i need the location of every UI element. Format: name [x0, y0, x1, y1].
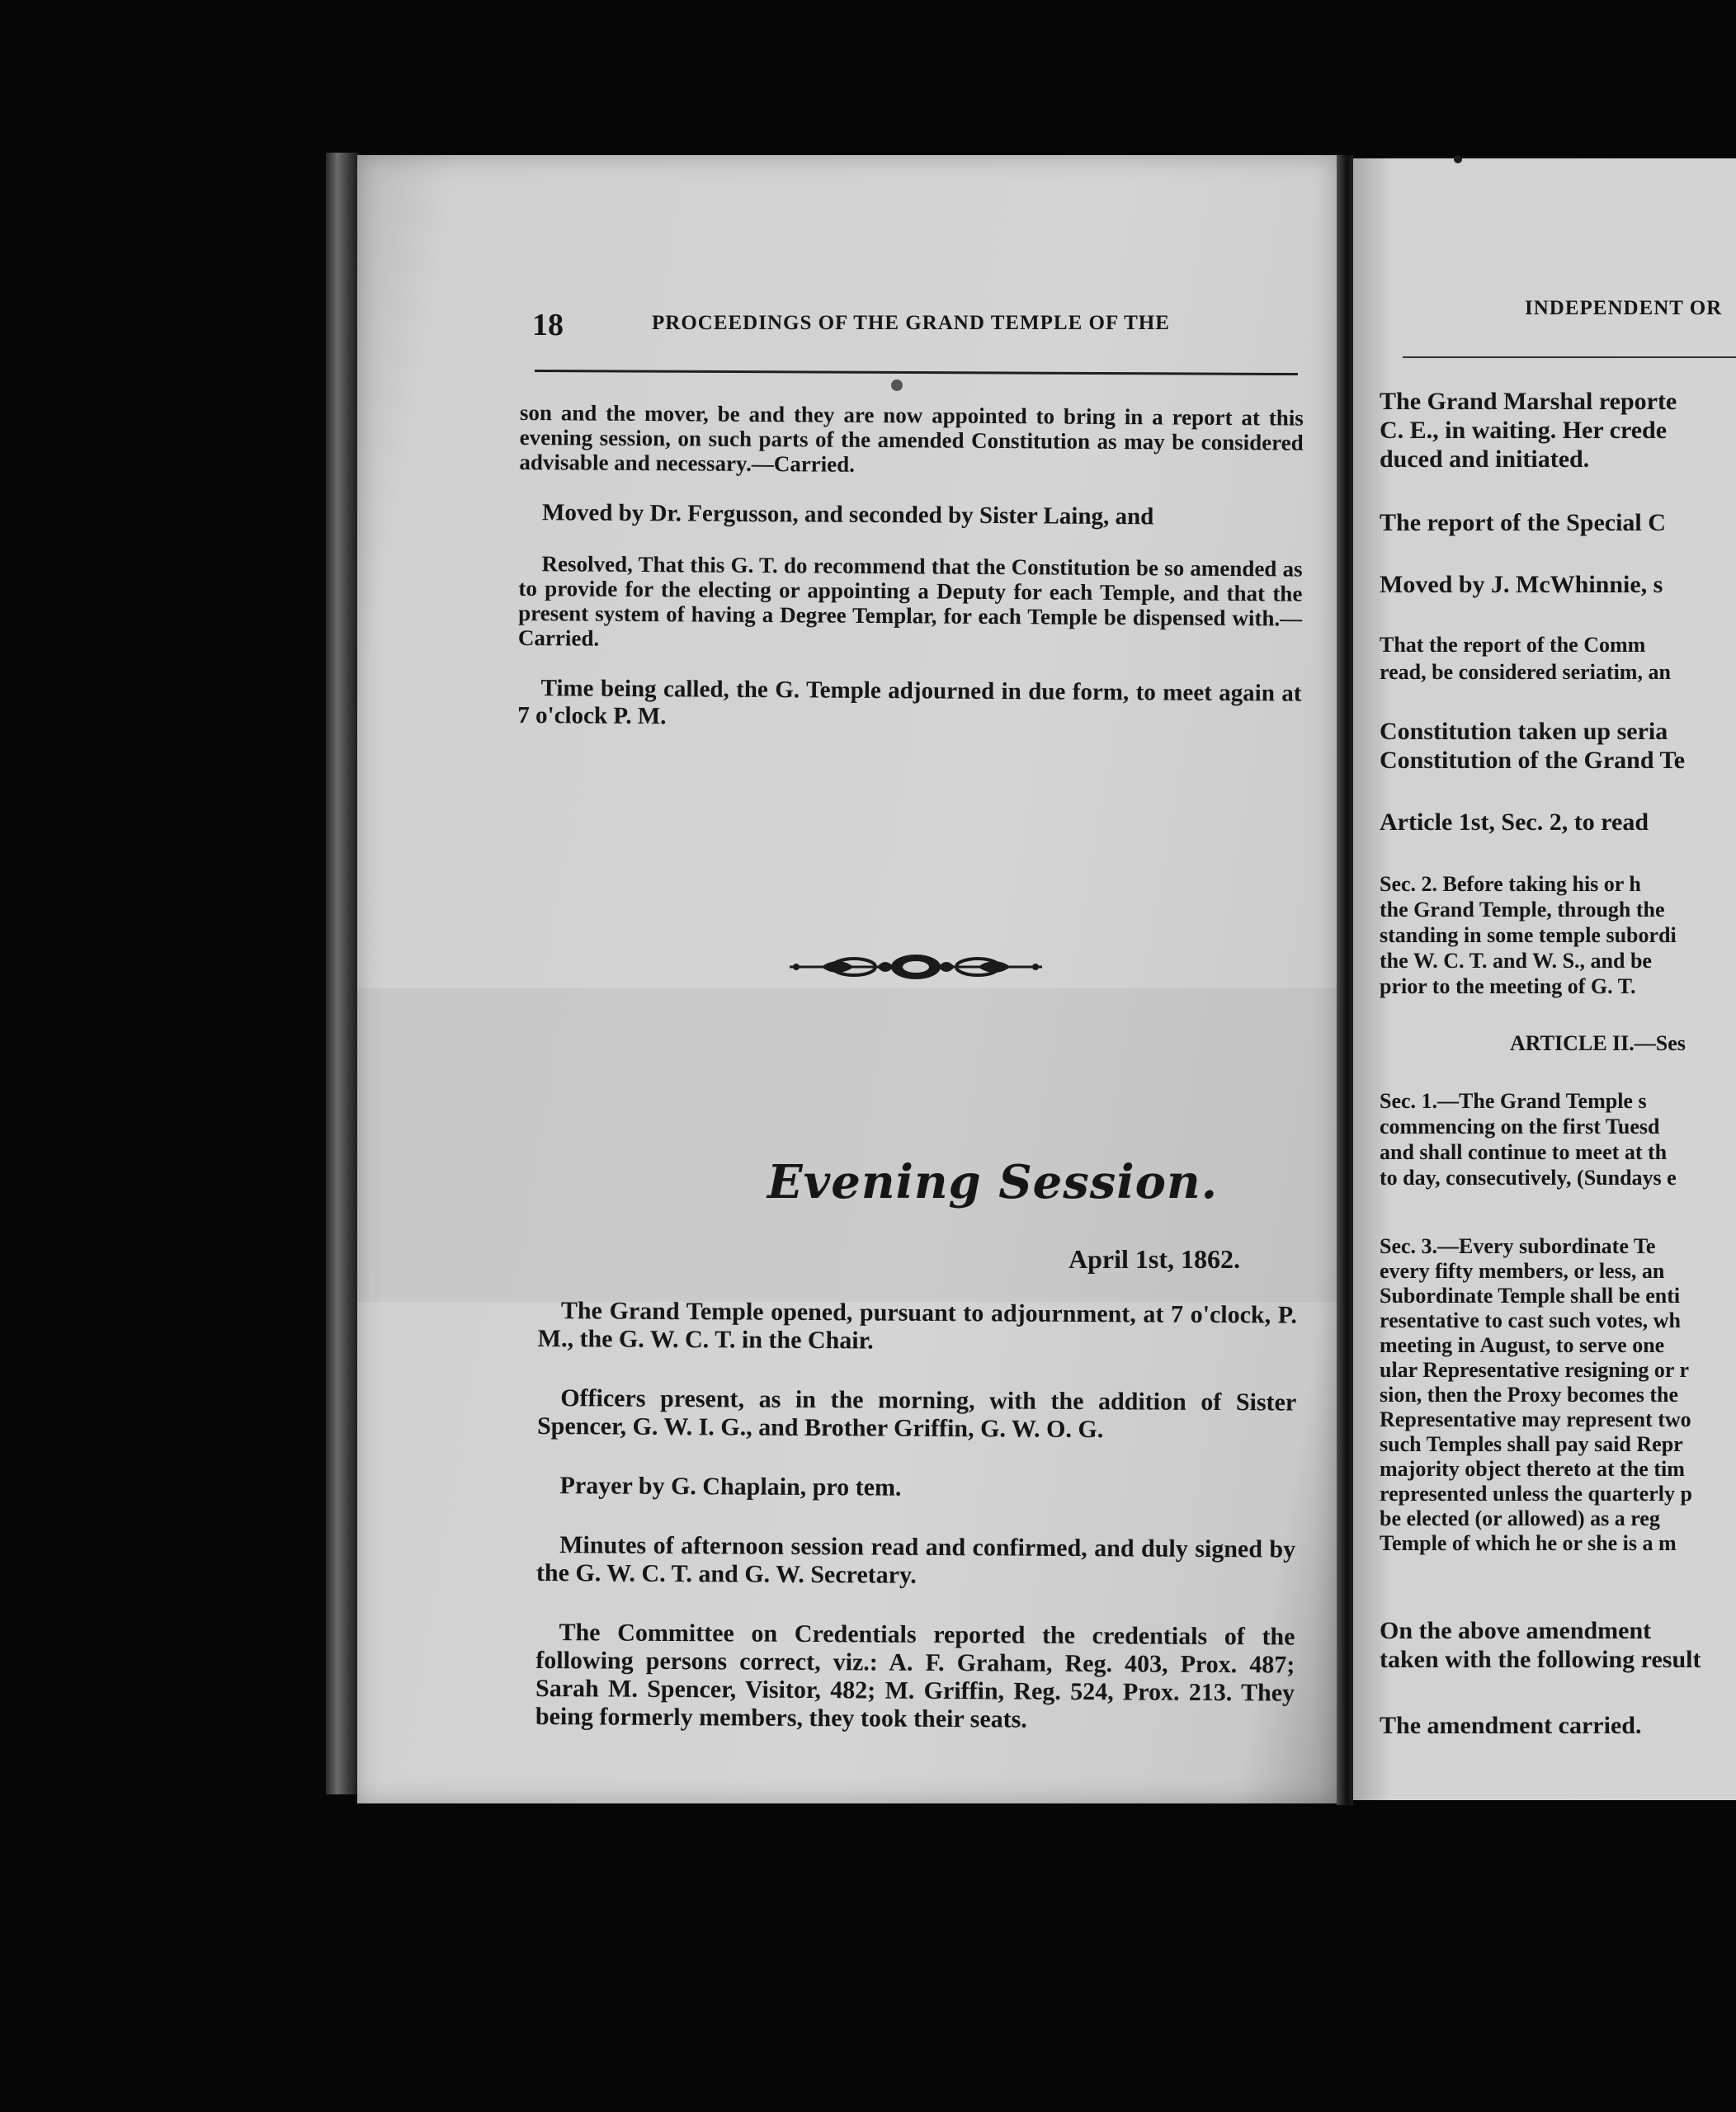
scan-speck	[1454, 155, 1462, 163]
paragraph-officers: Officers present, as in the morning, with the addition of Sister Spencer, G. W. I. G., and Brother Griffin, G. W. O. G.	[536, 1384, 1297, 1444]
book-spine-edge	[326, 153, 359, 1794]
page-number: 18	[532, 308, 564, 342]
right-line: read, be considered seriatim, an	[1380, 660, 1671, 684]
session-date: April 1st, 1862.	[1068, 1244, 1240, 1274]
right-line: Sec. 1.—The Grand Temple s	[1380, 1089, 1647, 1113]
right-line: the Grand Temple, through the	[1380, 898, 1665, 922]
right-line: The report of the Special C	[1380, 509, 1666, 536]
paragraph-adjourned: Time being called, the G. Temple adjourned in due form, to meet again at 7 o'clock P. M.	[517, 675, 1302, 730]
right-line: Sec. 3.—Every subordinate Te	[1380, 1234, 1656, 1258]
right-line: duced and initiated.	[1380, 446, 1590, 473]
right-line: the W. C. T. and W. S., and be	[1380, 949, 1652, 973]
left-body-top	[517, 400, 1304, 735]
right-line: Constitution of the Grand Te	[1380, 747, 1686, 774]
right-line: to day, consecutively, (Sundays e	[1380, 1166, 1677, 1190]
right-line: prior to the meeting of G. T.	[1380, 974, 1636, 998]
right-line: The amendment carried.	[1380, 1712, 1642, 1739]
right-line: sion, then the Proxy becomes the	[1380, 1383, 1679, 1407]
right-line: ular Representative resigning or r	[1380, 1358, 1690, 1382]
scan-speck	[891, 380, 903, 391]
right-line: meeting in August, to serve one	[1380, 1333, 1665, 1357]
right-line: standing in some temple subordi	[1380, 923, 1677, 947]
paragraph-moved: Moved by Dr. Fergusson, and seconded by Sister Laing, and	[541, 499, 1154, 530]
paragraph-opened: The Grand Temple opened, pursuant to adjournment, at 7 o'clock, P. M., the G. W. C. T. in the Chair.	[537, 1297, 1297, 1355]
paragraph-resolved: Resolved, That this G. T. do recommend that the Constitution be so amended as to provide for the electing or appointing a Deputy for each Temple, and that the present system of having a Degree Templar, for each Temple be dispensed with.—Carried.	[517, 551, 1303, 651]
right-line: represented unless the quarterly p	[1380, 1482, 1692, 1506]
right-line: Constitution taken up seria	[1380, 718, 1668, 745]
right-line: taken with the following result	[1380, 1646, 1701, 1673]
right-line: resentative to cast such votes, wh	[1380, 1308, 1681, 1332]
right-line: Subordinate Temple shall be enti	[1380, 1284, 1681, 1308]
left-page-header	[532, 307, 1300, 348]
paragraph-minutes: Minutes of afternoon session read and confirmed, and duly signed by the G. W. C. T. and G. W. Secretary.	[535, 1531, 1296, 1589]
right-line: every fifty members, or less, an	[1380, 1259, 1665, 1283]
paragraph-credentials: The Committee on Credentials reported the credentials of the following persons correct, viz.: A. F. Graham, Reg. 403, Prox. 487; Sarah M. Spencer, Visitor, 482; M. Griffin, Reg. 524, Prox. 213. They being formerly members, they took their seats.	[535, 1619, 1295, 1733]
left-body-evening	[535, 1297, 1297, 1736]
section-title: Evening Session.	[767, 1155, 1219, 1209]
right-line: Moved by J. McWhinnie, s	[1380, 571, 1663, 598]
running-head: PROCEEDINGS OF THE GRAND TEMPLE OF THE	[652, 312, 1170, 334]
right-line: and shall continue to meet at th	[1380, 1140, 1668, 1164]
right-line: Temple of which he or she is a m	[1380, 1531, 1677, 1555]
right-line: be elected (or allowed) as a reg	[1380, 1506, 1660, 1530]
right-line: On the above amendment	[1380, 1617, 1652, 1644]
right-line: such Temples shall pay said Repr	[1380, 1432, 1683, 1456]
right-line: commencing on the first Tuesd	[1380, 1115, 1660, 1138]
right-line: majority object thereto at the tim	[1380, 1457, 1685, 1481]
paragraph-prayer: Prayer by G. Chaplain, pro tem.	[559, 1472, 902, 1502]
paragraph-continuation: son and the mover, be and they are now appointed to bring in a report at this evening session, on such parts of the amended Constitution as may be considered advisable and necessary.—Carried.	[519, 400, 1304, 477]
right-running-head: INDEPENDENT OR	[1525, 297, 1723, 319]
center-gutter	[1337, 155, 1353, 1805]
right-line: That the report of the Comm	[1380, 633, 1646, 657]
right-line: The Grand Marshal reporte	[1380, 388, 1677, 415]
right-line: ARTICLE II.—Ses	[1510, 1031, 1686, 1055]
right-line: C. E., in waiting. Her crede	[1380, 417, 1668, 444]
right-header-rule	[1403, 356, 1736, 358]
ornament-divider	[788, 950, 1044, 983]
right-line: Article 1st, Sec. 2, to read	[1380, 808, 1649, 836]
right-line: Sec. 2. Before taking his or h	[1380, 872, 1641, 896]
right-line: Representative may represent two	[1380, 1407, 1691, 1431]
